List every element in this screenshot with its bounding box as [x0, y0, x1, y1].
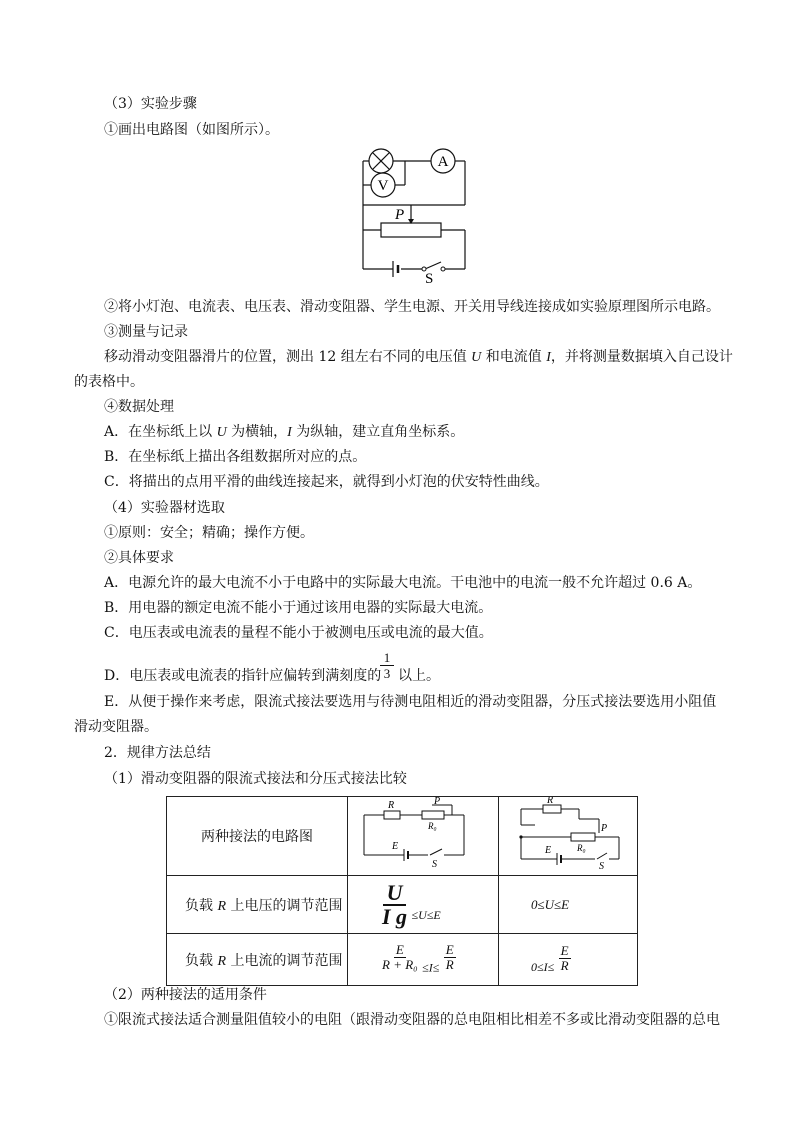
voltage-fraction-denominator: I g [382, 903, 408, 929]
condition-1: ①限流式接法适合测量阻值较小的电阻（跟滑动变阻器的总电阻相比相差不多或比滑动变阻器的总电 [104, 1012, 720, 1028]
summary-sub1: （1）滑动变阻器的限流式接法和分压式接法比较 [104, 771, 407, 787]
divider-circuit-cell [499, 797, 638, 876]
step-4-b: B．在坐标纸上描出各组数据所对应的点。 [104, 449, 367, 465]
requirement-e: E．从便于操作来考虑，限流式接法要选用与待测电阻相近的滑动变阻器，分压式接法要选用小阻值 [104, 694, 717, 710]
row2-divider: 0≤U≤E [499, 876, 638, 934]
P-label: P [434, 797, 441, 807]
section-3-heading: （3）实验步骤 [104, 96, 197, 112]
row1-label: 两种接法的电路图 [167, 797, 348, 876]
limiting-circuit-diagram [348, 797, 498, 871]
voltmeter-label: V [377, 178, 389, 194]
divider-circuit-diagram [499, 797, 637, 871]
requirements-title: ②具体要求 [104, 550, 174, 566]
row3-label: 负载 R 上电流的调节范围 [167, 934, 348, 986]
R0-label: R₀ [428, 821, 437, 831]
S-label-2: S [599, 861, 604, 871]
summary-sub2: （2）两种接法的适用条件 [104, 987, 267, 1003]
row2-limiting [348, 876, 499, 934]
S-label: S [432, 859, 437, 870]
step-1: ①画出电路图（如图所示）。 [104, 122, 279, 138]
one-third-fraction: 1 3 [380, 650, 394, 681]
R-label-2: R [547, 797, 554, 806]
R0-label-2: R₀ [577, 843, 586, 853]
step-3-text: 移动滑动变阻器滑片的位置，测出 12 组左右不同的电压值 U 和电流值 I，并将测量数据填入自己设计 [104, 349, 733, 365]
requirement-d-tail: 以上。 [398, 668, 440, 684]
summary-heading: 2．规律方法总结 [104, 745, 211, 761]
switch-label: S [425, 271, 434, 283]
step-3-text-cont: 的表格中。 [74, 374, 144, 390]
row2-label: 负载 R 上电压的调节范围 [167, 876, 348, 934]
voltage-fraction-numerator: U [383, 882, 407, 906]
requirement-d: D．电压表或电流表的指针应偏转到满刻度的 [104, 668, 382, 684]
circuit-diagram [355, 143, 475, 283]
step-4-title: ④数据处理 [104, 399, 174, 415]
principle: ①原则：安全；精确；操作方便。 [104, 525, 314, 541]
E-label: E [392, 841, 399, 852]
step-4-c: C．将描出的点用平滑的曲线连接起来，就得到小灯泡的伏安特性曲线。 [104, 474, 549, 490]
comparison-table [166, 796, 638, 986]
step-4-a: A．在坐标纸上以 U 为横轴，I 为纵轴，建立直角坐标系。 [104, 424, 465, 440]
row3-divider: 0≤I≤ $\frac{E}{R}$ [499, 934, 638, 986]
slider-label: P [395, 207, 405, 223]
step-3-title: ③测量与记录 [104, 324, 188, 340]
requirement-e-cont: 滑动变阻器。 [74, 719, 158, 735]
row3-limiting: $\frac{E}{\text{R + R₀}}$ ≤I≤ $\frac{E}{R}$ [348, 934, 499, 986]
requirement-b: B．用电器的额定电流不能小于通过该用电器的实际最大电流。 [104, 600, 493, 616]
R-label: R [388, 800, 395, 811]
E-label-2: E [545, 845, 552, 856]
requirement-c: C．电压表或电流表的量程不能小于被测电压或电流的最大值。 [104, 625, 493, 641]
requirement-a: A．电源允许的最大电流不小于电路中的实际最大电流。干电池中的电流一般不允许超过 0.6 A。 [104, 575, 702, 591]
limiting-circuit-cell [348, 797, 499, 876]
voltage-range-limiting: ≤U≤E [411, 907, 441, 922]
ammeter-label: A [437, 154, 449, 170]
section-4-heading: （4）实验器材选取 [104, 500, 225, 516]
P-label-2: P [601, 823, 608, 834]
step-2: ②将小灯泡、电流表、电压表、滑动变阻器、学生电源、开关用导线连接成如实验原理图所示电路。 [104, 299, 720, 315]
